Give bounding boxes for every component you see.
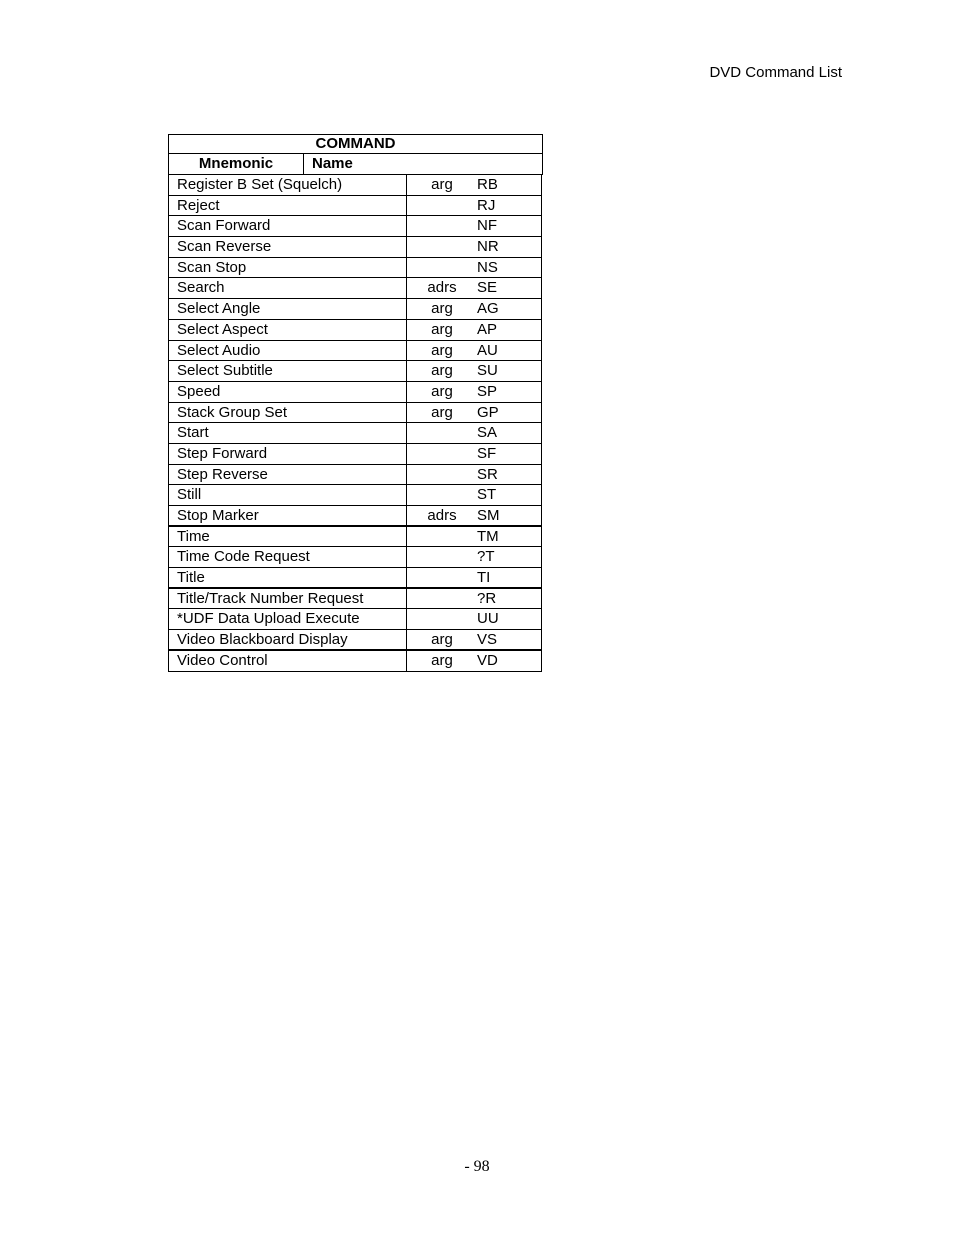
- table-body: [168, 175, 542, 672]
- command-table: [168, 134, 542, 672]
- table-row: [168, 175, 542, 196]
- command-name-cell: Select Subtitle: [169, 361, 407, 381]
- argument-cell: arg: [431, 176, 453, 193]
- argument-cell: [407, 609, 477, 629]
- table-caption: COMMAND: [168, 134, 543, 154]
- mnemonic-code-cell: RJ: [477, 196, 496, 214]
- mnemonic-code-cell: RB: [477, 176, 498, 193]
- command-name-cell: Title: [169, 568, 407, 587]
- table-row: [168, 589, 542, 610]
- command-name-cell: Speed: [169, 382, 407, 402]
- command-name-cell: Scan Stop: [169, 258, 407, 278]
- mnemonic-code-cell: AG: [477, 300, 499, 318]
- command-name-cell: Register B Set (Squelch): [169, 175, 407, 195]
- argument-cell: [407, 216, 477, 236]
- mnemonic-code-cell: NS: [477, 258, 498, 276]
- argument-cell: [407, 258, 477, 278]
- table-row: [168, 568, 542, 589]
- table-row: [168, 320, 542, 341]
- argument-cell: arg: [431, 362, 453, 380]
- command-name-cell: Search: [169, 278, 407, 298]
- table-row: [168, 237, 542, 258]
- argument-cell: [407, 568, 477, 587]
- mnemonic-code-cell: SR: [477, 465, 498, 483]
- mnemonic-code-cell: AP: [477, 320, 498, 338]
- argument-cell: [407, 444, 477, 464]
- command-name-cell: Start: [169, 423, 407, 443]
- command-name-cell: Scan Reverse: [169, 237, 407, 257]
- mnemonic-code-cell: SU: [477, 362, 498, 380]
- table-row: [168, 196, 542, 217]
- mnemonic-code-cell: TI: [477, 569, 491, 587]
- argument-cell: [407, 423, 477, 443]
- argument-cell: [407, 485, 477, 505]
- table-row: [168, 216, 542, 237]
- mnemonic-code-cell: SA: [477, 424, 498, 442]
- table-row: [168, 651, 542, 672]
- command-name-cell: Reject: [169, 196, 407, 216]
- table-row: [168, 299, 542, 320]
- command-name-cell: Still: [169, 485, 407, 505]
- command-name-cell: Time: [169, 527, 407, 547]
- command-name-cell: Video Control: [169, 651, 407, 671]
- table-row: [168, 527, 542, 548]
- argument-cell: arg: [431, 320, 453, 338]
- command-name-cell: Time Code Request: [169, 547, 407, 567]
- command-name-cell: Scan Forward: [169, 216, 407, 236]
- mnemonic-code-cell: ST: [477, 486, 497, 504]
- mnemonic-code-cell: SP: [477, 382, 498, 400]
- command-name-cell: Step Reverse: [169, 465, 407, 485]
- table-row: [168, 547, 542, 568]
- mnemonic-code-cell: SE: [477, 279, 498, 297]
- command-name-cell: Select Angle: [169, 299, 407, 319]
- command-name-cell: Select Audio: [169, 341, 407, 361]
- table-row: [168, 403, 542, 424]
- table-row: [168, 361, 542, 382]
- command-name-cell: Video Blackboard Display: [169, 630, 407, 649]
- command-name-cell: Select Aspect: [169, 320, 407, 340]
- command-name-cell: Title/Track Number Request: [169, 589, 407, 609]
- argument-cell: arg: [431, 300, 453, 318]
- argument-cell: [407, 547, 477, 567]
- argument-cell: [407, 589, 477, 609]
- mnemonic-code-cell: NF: [477, 217, 497, 235]
- table-row: [168, 278, 542, 299]
- table-row: [168, 609, 542, 630]
- argument-cell: arg: [431, 382, 453, 400]
- table-row: [168, 485, 542, 506]
- mnemonic-code-cell: VS: [477, 631, 498, 649]
- mnemonic-code-cell: SM: [477, 507, 500, 524]
- table-row: [168, 465, 542, 486]
- mnemonic-code-cell: NR: [477, 238, 499, 256]
- argument-cell: adrs: [427, 279, 457, 297]
- table-row: [168, 258, 542, 279]
- argument-cell: [407, 527, 477, 547]
- table-column-headers: [168, 154, 543, 175]
- command-name-cell: *UDF Data Upload Execute: [169, 609, 407, 629]
- mnemonic-code-cell: ?R: [477, 589, 497, 607]
- table-row: [168, 506, 542, 527]
- mnemonic-code-cell: TM: [477, 527, 499, 545]
- mnemonic-code-cell: GP: [477, 403, 499, 421]
- mnemonic-code-cell: AU: [477, 341, 498, 359]
- argument-cell: [407, 196, 477, 216]
- command-name-cell: Stack Group Set: [169, 403, 407, 423]
- table-row: [168, 444, 542, 465]
- mnemonic-column-header: Mnemonic: [169, 154, 304, 174]
- mnemonic-code-cell: SF: [477, 444, 497, 462]
- argument-cell: adrs: [427, 507, 457, 524]
- table-row: [168, 341, 542, 362]
- argument-cell: arg: [431, 403, 453, 421]
- running-header: DVD Command List: [709, 64, 842, 81]
- argument-cell: arg: [431, 341, 453, 359]
- argument-cell: [407, 465, 477, 485]
- argument-cell: arg: [431, 631, 453, 649]
- command-name-cell: Step Forward: [169, 444, 407, 464]
- command-name-cell: Stop Marker: [169, 506, 407, 525]
- table-row: [168, 630, 542, 651]
- table-row: [168, 382, 542, 403]
- argument-cell: [407, 237, 477, 257]
- page-number: - 98: [464, 1158, 490, 1175]
- table-row: [168, 423, 542, 444]
- mnemonic-code-cell: UU: [477, 610, 499, 628]
- name-column-header: Name: [312, 155, 353, 172]
- mnemonic-code-cell: ?T: [477, 548, 495, 566]
- mnemonic-code-cell: VD: [477, 651, 498, 669]
- argument-cell: arg: [431, 651, 453, 669]
